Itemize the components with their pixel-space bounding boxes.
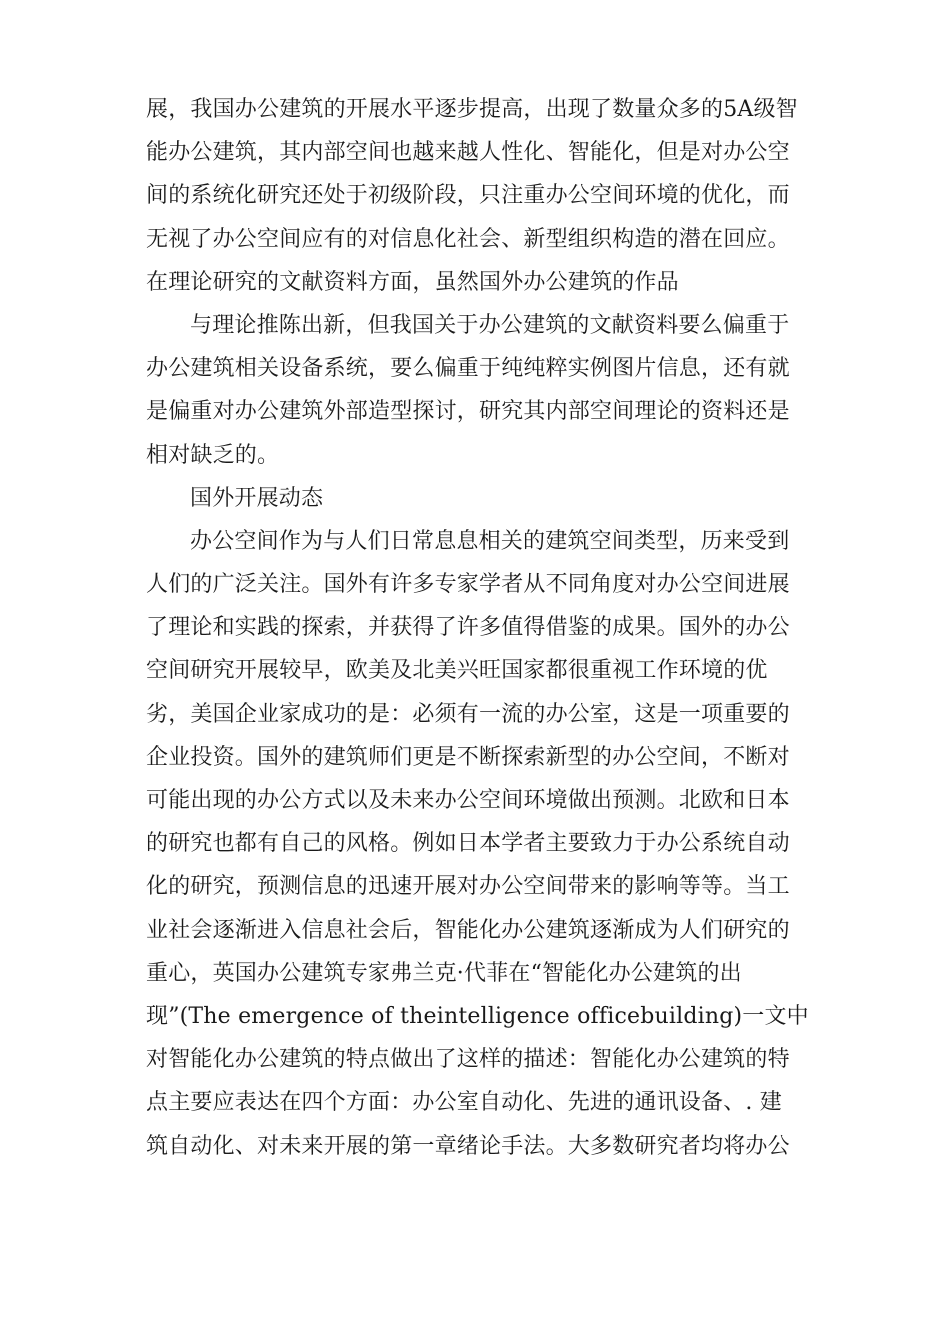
text-line: 人们的广泛关注。国外有许多专家学者从不同角度对办公空间进展 [146, 572, 790, 598]
text-line: 现”(The emergence of theintelligence officebuilding)一文中 [146, 1003, 809, 1029]
text-line: 可能出现的办公方式以及未来办公空间环境做出预测。北欧和日本 [146, 788, 790, 813]
text-line: 空间研究开展较早，欧美及北美兴旺国家都很重视工作环境的优 [146, 658, 768, 684]
text-line: 劣，美国企业家成功的是：必须有一流的办公室，这是一项重要的 [146, 701, 790, 727]
text-line: 企业投资。国外的建筑师们更是不断探索新型的办公空间，不断对 [146, 744, 790, 770]
paragraph-start-line: 与理论推陈出新，但我国关于办公建筑的文献资料要么偏重于 [190, 312, 790, 338]
text-line: 化的研究，预测信息的迅速开展对办公空间带来的影响等等。当工 [146, 874, 790, 900]
text-line: 重心，英国办公建筑专家弗兰克·代菲在“智能化办公建筑的出 [146, 960, 742, 986]
text-line: 能办公建筑，其内部空间也越来越人性化、智能化，但是对办公空 [146, 140, 790, 166]
body-text [146, 88, 809, 1168]
text-line: 办公建筑相关设备系统，要么偏重于纯纯粹实例图片信息，还有就 [146, 356, 790, 382]
text-line: 是偏重对办公建筑外部造型探讨，研究其内部空间理论的资料还是 [146, 399, 790, 425]
text-line: 业社会逐渐进入信息社会后，智能化办公建筑逐渐成为人们研究的 [146, 917, 790, 943]
text-line: 间的系统化研究还处于初级阶段，只注重办公空间环境的优化，而 [146, 183, 790, 209]
text-line: 展，我国办公建筑的开展水平逐步提高，出现了数量众多的5A级智 [146, 97, 798, 122]
paragraph-start-line: 办公空间作为与人们日常息息相关的建筑空间类型，历来受到 [190, 528, 790, 554]
section-heading: 国外开展动态 [190, 485, 324, 511]
text-line: 无视了办公空间应有的对信息化社会、新型组织构造的潜在回应。 [146, 226, 790, 252]
text-line: 筑自动化、对未来开展的第一章绪论手法。大多数研究者均将办公 [146, 1133, 790, 1159]
text-line: 在理论研究的文献资料方面，虽然国外办公建筑的作品 [146, 269, 679, 295]
text-line: 相对缺乏的。 [146, 442, 280, 468]
text-line: 了理论和实践的探索，并获得了许多值得借鉴的成果。国外的办公 [146, 615, 790, 641]
text-line: 对智能化办公建筑的特点做出了这样的描述：智能化办公建筑的特 [146, 1047, 790, 1073]
text-line: 的研究也都有自己的风格。例如日本学者主要致力于办公系统自动 [146, 831, 790, 857]
text-line: 点主要应表达在四个方面：办公室自动化、先进的通讯设备、. 建 [146, 1090, 782, 1116]
